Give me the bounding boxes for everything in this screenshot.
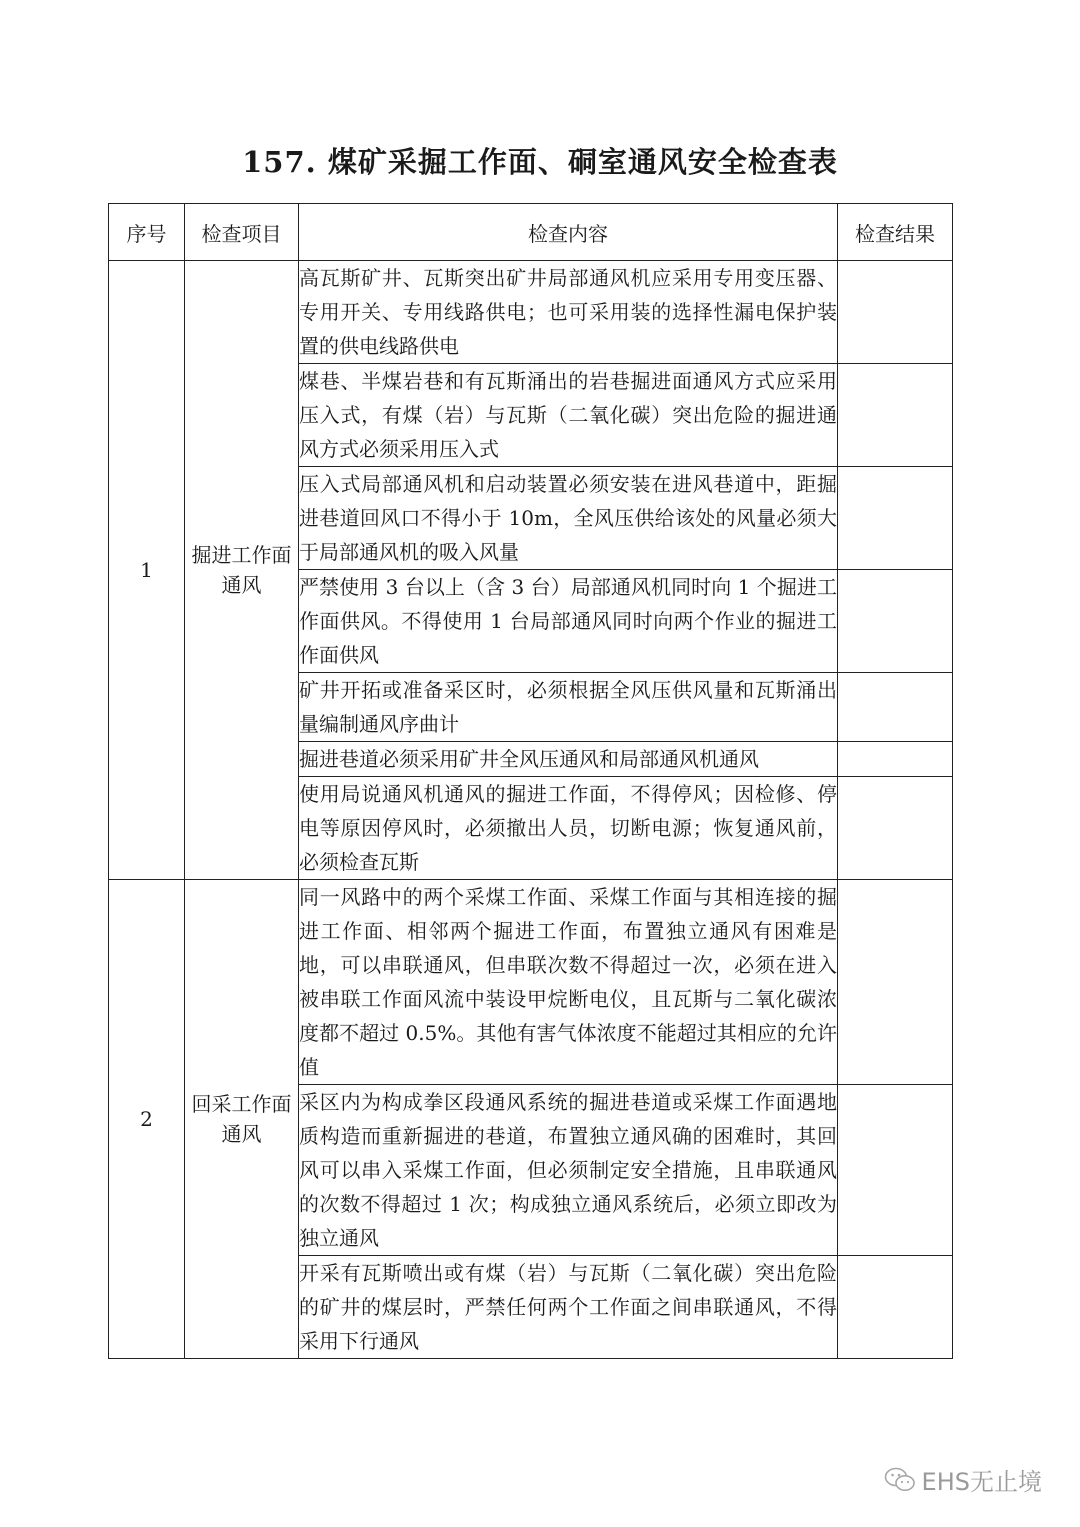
section-item: 掘进工作面通风 [185,261,299,880]
check-content: 采区内为构成拳区段通风系统的掘进巷道或采煤工作面遇地质构造而重新掘进的巷道，布置独立通风确的困难时，其回风可以串入采煤工作面，但必须制定安全措施，且串联通风的次数不得超过 1 次；构成独立通风系统后，必须立即改为独立通风 [299,1085,838,1256]
check-result-cell[interactable] [838,880,953,1085]
inspection-table [108,203,953,1359]
check-content: 矿井开拓或准备采区时，必须根据全风压供风量和瓦斯涌出量编制通风序曲计 [299,673,838,742]
page-title: 157. 煤矿采掘工作面、硐室通风安全检查表 [242,145,838,179]
watermark [884,1462,1042,1497]
check-content: 使用局说通风机通风的掘进工作面，不得停风；因检修、停电等原因停风时，必须撤出人员，切断电源；恢复通风前，必须检查瓦斯 [299,777,838,880]
check-content: 压入式局部通风机和启动装置必须安装在进风巷道中，距掘进巷道回风口不得小于 10m，全风压供给该处的风量必须大于局部通风机的吸入风量 [299,467,838,570]
header-content: 检查内容 [299,204,838,261]
wechat-icon [884,1467,916,1493]
header-result: 检查结果 [838,204,953,261]
check-result-cell[interactable] [838,742,953,777]
table-row [109,261,953,364]
check-result-cell[interactable] [838,570,953,673]
section-num: 2 [109,880,185,1359]
section-item: 回采工作面通风 [185,880,299,1359]
check-result-cell[interactable] [838,673,953,742]
check-result-cell[interactable] [838,261,953,364]
check-content: 煤巷、半煤岩巷和有瓦斯涌出的岩巷掘进面通风方式应采用压入式，有煤（岩）与瓦斯（二氧化碳）突出危险的掘进通风方式必须采用压入式 [299,364,838,467]
check-result-cell[interactable] [838,1085,953,1256]
header-item: 检查项目 [185,204,299,261]
check-content: 严禁使用 3 台以上（含 3 台）局部通风机同时向 1 个掘进工作面供风。不得使用 1 台局部通风同时向两个作业的掘进工作面供风 [299,570,838,673]
check-result-cell[interactable] [838,467,953,570]
check-content: 掘进巷道必须采用矿井全风压通风和局部通风机通风 [299,742,838,777]
check-result-cell[interactable] [838,364,953,467]
check-result-cell[interactable] [838,777,953,880]
check-content: 开采有瓦斯喷出或有煤（岩）与瓦斯（二氧化碳）突出危险的矿井的煤层时，严禁任何两个工作面之间串联通风，不得采用下行通风 [299,1256,838,1359]
watermark-text: EHS无止境 [921,1468,1042,1496]
check-content: 高瓦斯矿井、瓦斯突出矿井局部通风机应采用专用变压器、专用开关、专用线路供电；也可采用装的选择性漏电保护装置的供电线路供电 [299,261,838,364]
table-row [109,880,953,1085]
check-content: 同一风路中的两个采煤工作面、采煤工作面与其相连接的掘进工作面、相邻两个掘进工作面，布置独立通风有困难是地，可以串联通风，但串联次数不得超过一次，必须在进入被串联工作面风流中装设甲烷断电仪，且瓦斯与二氧化碳浓度都不超过 0.5%。其他有害气体浓度不能超过其相应的允许值 [299,880,838,1085]
table-header-row [109,204,953,261]
section-num: 1 [109,261,185,880]
check-result-cell[interactable] [838,1256,953,1359]
header-num: 序号 [109,204,185,261]
